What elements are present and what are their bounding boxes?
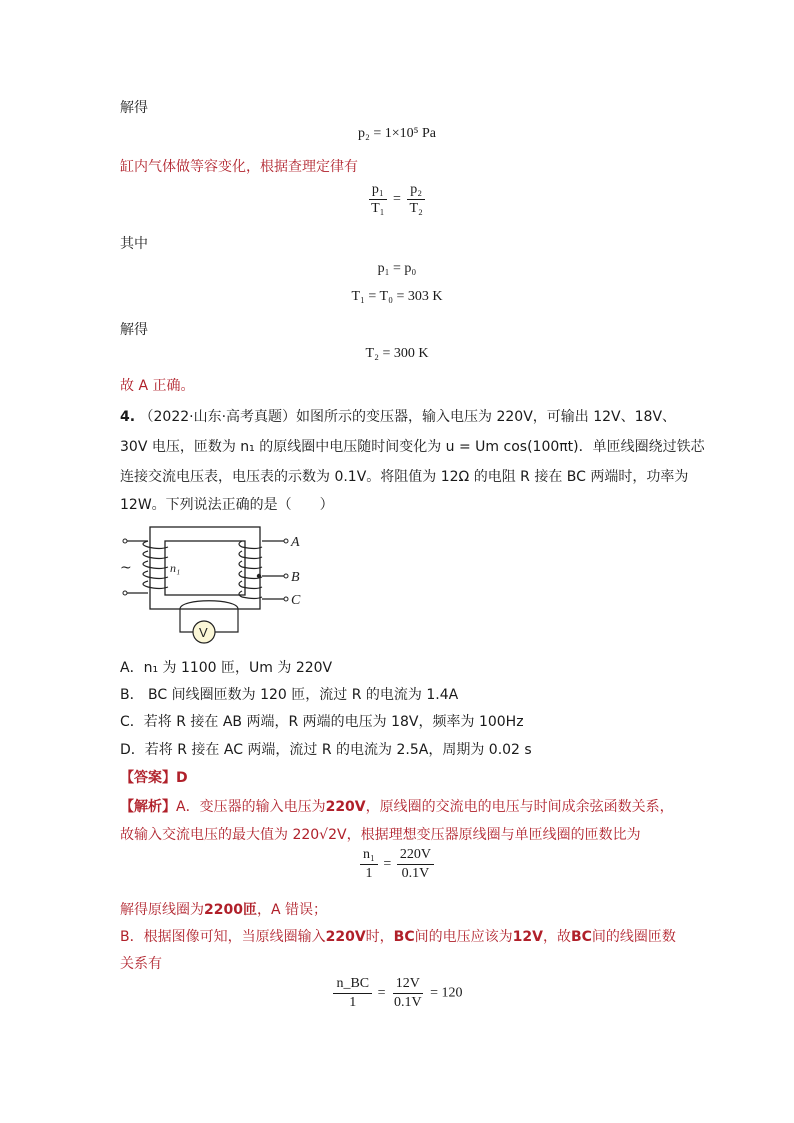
fraction: $\frac{n\_BC}{1}$ bbox=[333, 976, 372, 1011]
equation: p₂ = 1×10⁵ Pa bbox=[357, 126, 437, 141]
ac-source-symbol: ~ bbox=[120, 560, 132, 576]
equation-charles-law: $\frac{\text{p₁}}{\text{T₁}}$ = $\frac{\text{p₂}}{\text{T₂}}$ bbox=[0, 182, 794, 217]
fraction: $\frac{12V}{0.1V}$ bbox=[394, 976, 422, 1010]
text-line: 解得 bbox=[120, 322, 148, 338]
equation: p₁ = p₀ bbox=[377, 261, 417, 276]
tap-point-B bbox=[257, 574, 261, 578]
fraction: $\frac{220V}{0.1V}$ bbox=[397, 847, 434, 882]
question-number: 4. bbox=[120, 409, 136, 425]
analysis-line-5: 关系有 bbox=[120, 956, 162, 972]
primary-coil bbox=[143, 541, 168, 589]
secondary-coil bbox=[239, 541, 262, 599]
question-stem: 如图所示的变压器，输入电压为 220V，可输出 12V、18V、 bbox=[296, 409, 677, 425]
analysis-line-3: 解得原线圈为2200匝，A 错误； bbox=[120, 902, 327, 918]
analysis-line-1: 【解析】A．变压器的输入电压为220V，原线圈的交流电的电压与时间成余弦函数关系， bbox=[120, 799, 674, 815]
answer-value: D bbox=[176, 770, 188, 786]
option-c: C．若将 R 接在 AB 两端，R 两端的电压为 18V，频率为 100Hz bbox=[120, 714, 524, 730]
voltmeter-label: V bbox=[199, 625, 208, 640]
text-line: 缸内气体做等容变化，根据查理定律有 bbox=[120, 159, 358, 175]
analysis-label: 【解析】 bbox=[120, 799, 176, 815]
equation-turns-ratio: $\frac{\text{n₁}}{1}$ = $\frac{220V}{0.1V}$ bbox=[0, 847, 794, 882]
option-b: B． BC 间线圈匝数为 120 匝，流过 R 的电流为 1.4A bbox=[120, 687, 459, 703]
analysis-line-2: 故输入交流电压的最大值为 220√2V，根据理想变压器原线圈与单匝线圈的匝数比为 bbox=[120, 827, 641, 843]
text-line: 解得 bbox=[120, 100, 148, 116]
option-d: D．若将 R 接在 AC 两端，流过 R 的电流为 2.5A，周期为 0.02 s bbox=[120, 742, 532, 758]
terminal-C bbox=[284, 597, 288, 601]
equation: T₂ = 300 K bbox=[365, 346, 429, 361]
answer-line bbox=[120, 767, 188, 787]
question-4-stem-line-1 bbox=[120, 406, 676, 426]
input-terminal-top bbox=[123, 539, 127, 543]
equation: T₁ = T₀ = 303 K bbox=[351, 289, 443, 304]
analysis-line-4: B．根据图像可知，当原线圈输入220V时，BC间的电压应该为12V，故BC间的线圈匝数 bbox=[120, 929, 676, 945]
terminal-A bbox=[284, 539, 288, 543]
answer-label: 【答案】 bbox=[120, 770, 176, 786]
equation-bc-turns: $\frac{n\_BC}{1}$ = $\frac{12V}{0.1V}$ = 120 bbox=[0, 976, 794, 1011]
fraction: $\frac{\text{n₁}}{1}$ bbox=[360, 847, 378, 882]
question-source: （2022·山东·高考真题） bbox=[139, 409, 297, 425]
text-line: 故 A 正确。 bbox=[120, 378, 195, 394]
terminal-B bbox=[284, 574, 288, 578]
input-terminal-bottom bbox=[123, 591, 127, 595]
text-line: 其中 bbox=[120, 236, 148, 252]
option-a: A．n₁ 为 1100 匝，Um 为 220V bbox=[120, 660, 333, 676]
fraction: $\frac{\text{p₂}}{\text{T₂}}$ bbox=[406, 182, 425, 217]
transformer-figure bbox=[118, 520, 318, 648]
label-n1: n₁ bbox=[170, 561, 181, 575]
label-A: A bbox=[291, 535, 300, 550]
question-4-stem-line-3: 连接交流电压表，电压表的示数为 0.1V。将阻值为 12Ω 的电阻 R 接在 BC 两端时，功率为 bbox=[120, 469, 689, 485]
fraction: $\frac{\text{p₁}}{\text{T₁}}$ bbox=[368, 182, 387, 217]
question-4-stem-line-4: 12W。下列说法正确的是（ ） bbox=[120, 497, 334, 513]
question-4-stem-line-2: 30V 电压，匝数为 n₁ 的原线圈中电压随时间变化为 u = Um cos(100πt)．单匝线圈绕过铁芯 bbox=[120, 439, 705, 455]
label-C: C bbox=[291, 593, 301, 608]
label-B: B bbox=[291, 570, 300, 585]
